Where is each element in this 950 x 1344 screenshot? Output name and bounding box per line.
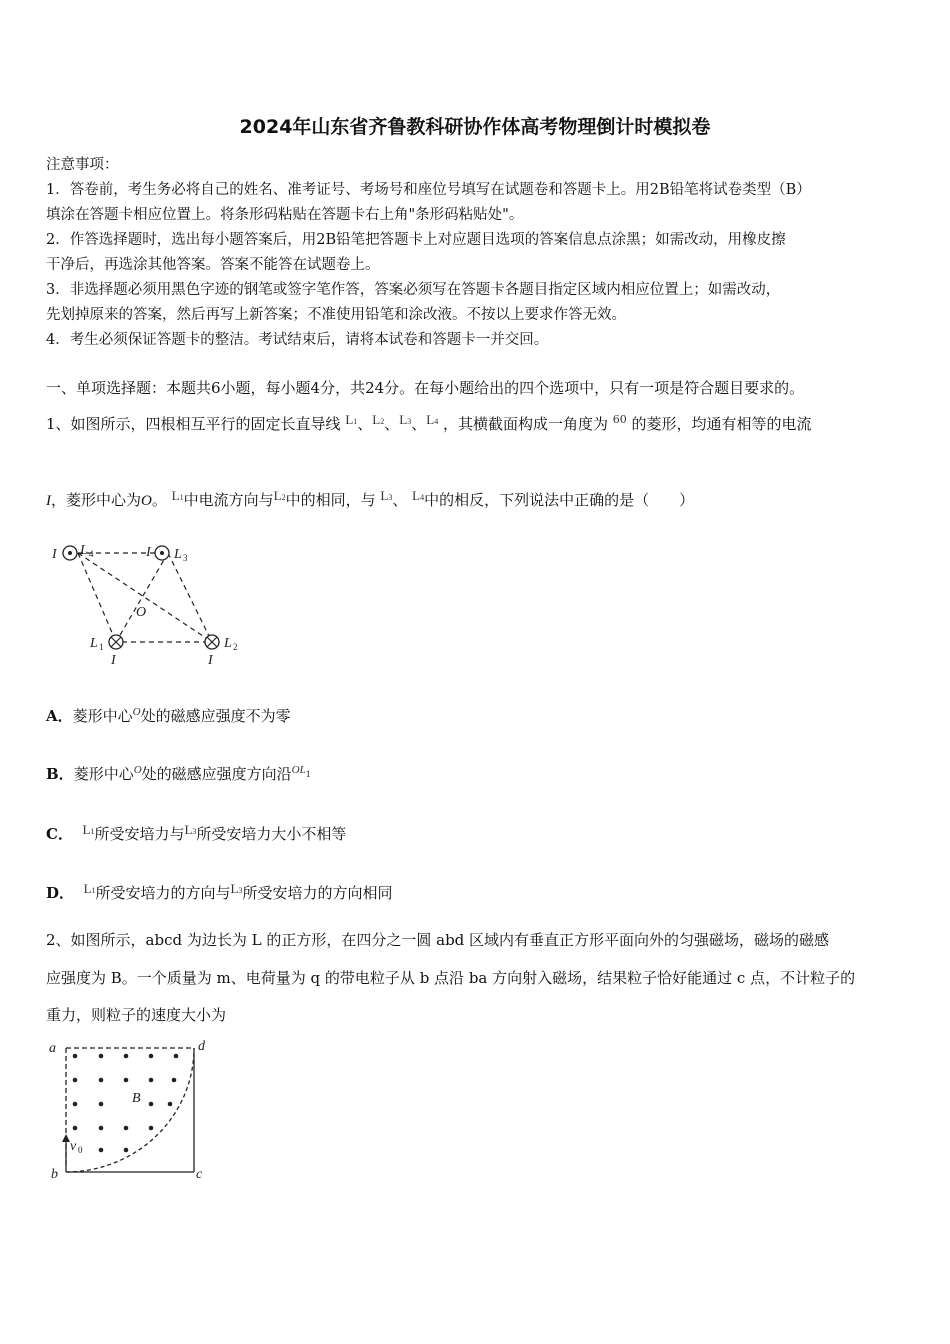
L3-label: L3	[399, 412, 412, 427]
L2-label: L2	[372, 412, 385, 427]
svg-text:1: 1	[99, 642, 104, 652]
center-symbol: O	[141, 493, 152, 509]
fig-label-d: d	[198, 1039, 205, 1054]
L1-label: L1	[345, 412, 358, 427]
fig-I-L1: I	[111, 653, 116, 668]
fig-L2-letter: L	[224, 636, 232, 651]
q1-stem-line1: 1、如图所示，四根相互平行的固定长直导线 L1、L2、L3、L4 ，其横截面构成一角度为 $^{60}$ 的菱形，均通有相等的电流	[46, 412, 812, 433]
notice-heading: 注意事项：	[46, 157, 119, 173]
L4-label: L4	[426, 412, 439, 427]
svg-text:3: 3	[183, 553, 188, 563]
section-heading: 一、单项选择题：本题共6小题，每小题4分，共24分。在每小题给出的四个选项中，只有一项是符合题目要求的。	[46, 379, 805, 397]
velocity-arrow-icon	[62, 1134, 70, 1168]
fig-I-L3: I	[146, 545, 151, 560]
fig-label-b: b	[51, 1167, 58, 1182]
q1-option-d[interactable]: D． L1所受安培力的方向与L3所受安培力的方向相同	[46, 881, 393, 902]
quarter-arc	[66, 1048, 194, 1172]
q1-option-c[interactable]: C． L1所受安培力与L3所受安培力大小不相等	[46, 822, 347, 843]
svg-text:4: 4	[89, 549, 94, 559]
q2-stem-line2: 应强度为 B。一个质量为 m、电荷量为 q 的带电粒子从 b 点沿 ba 方向射入磁场，结果粒子恰好能通过 c 点，不计粒子的	[46, 969, 856, 987]
edge-L3-L1	[116, 553, 168, 642]
q1-option-b[interactable]: B．菱形中心$^O$处的磁感应强度方向沿$^{OL}$1	[46, 764, 311, 783]
fig-label-a: a	[49, 1041, 56, 1056]
notice-item-2b: 干净后，再选涂其他答案。答案不能答在试题卷上。	[46, 257, 380, 273]
notice-item-4: 4．考生必须保证答题卡的整洁。考试结束后，请将本试卷和答题卡一并交回。	[46, 332, 549, 348]
fig-O: O	[136, 605, 147, 620]
svg-text:2: 2	[233, 642, 238, 652]
notice-item-3b: 先划掉原来的答案，然后再写上新答案；不准使用铅笔和涂改液。不按以上要求作答无效。	[46, 307, 626, 323]
field-dots	[73, 1054, 179, 1153]
q2-stem-line3: 重力，则粒子的速度大小为	[46, 1006, 227, 1024]
svg-text:0: 0	[78, 1145, 83, 1155]
fig-L4-letter: L	[80, 543, 88, 558]
fig-I-L4: I	[52, 547, 57, 562]
q1-text: 1、如图所示，四根相互平行的固定长直导线	[46, 415, 341, 433]
q2-square-figure	[46, 1036, 216, 1184]
fig-L1-letter: L	[90, 636, 98, 651]
q1-rhombus-figure	[46, 536, 256, 671]
page-title: 2024年山东省齐鲁教科研协作体高考物理倒计时模拟卷	[239, 116, 711, 138]
fig-label-v0: v	[70, 1139, 77, 1154]
notice-item-3a: 3．非选择题必须用黑色字迹的钢笔或签字笔作答，答案必须写在答题卡各题目指定区域内相应位置上；如需改动，	[46, 282, 781, 298]
edge-L4-L2	[78, 553, 212, 642]
fig-label-B: B	[132, 1091, 141, 1106]
q1-option-a[interactable]: A．菱形中心$^O$处的磁感应强度不为零	[46, 706, 291, 725]
edge-L4-L1	[78, 553, 116, 642]
angle-value: 60	[612, 413, 627, 426]
notice-item-1b: 填涂在答题卡相应位置上。将条形码粘贴在答题卡右上角"条形码粘贴处"。	[46, 207, 524, 223]
wire-L3-dot-icon	[155, 546, 169, 560]
fig-L3-letter: L	[174, 547, 182, 562]
fig-label-c: c	[196, 1167, 203, 1182]
q2-stem-line1: 2、如图所示，abcd 为边长为 L 的正方形，在四分之一圆 abd 区域内有垂直正方形平面向外的匀强磁场，磁场的磁感	[46, 931, 830, 949]
wire-L2-cross-icon	[205, 635, 219, 649]
notice-item-2a: 2．作答选择题时，选出每小题答案后，用2B铅笔把答题卡上对应题目选项的答案信息点涂黑；如需改动，用橡皮擦	[46, 232, 786, 248]
fig-I-L2: I	[208, 653, 213, 668]
q1-stem-line2: I，菱形中心为O。 L1中电流方向与L2中的相同，与 L3、 L4中的相反，下列说法中正确的是（ ）	[46, 488, 695, 509]
notice-item-1a: 1．答卷前，考生务必将自己的姓名、准考证号、考场号和座位号填写在试题卷和答题卡上。用2B铅笔将试卷类型（B）	[46, 182, 811, 198]
current-symbol: I	[46, 493, 51, 509]
wire-L1-cross-icon	[109, 635, 123, 649]
wire-L4-dot-icon	[63, 546, 77, 560]
edge-L3-L2	[168, 553, 212, 642]
